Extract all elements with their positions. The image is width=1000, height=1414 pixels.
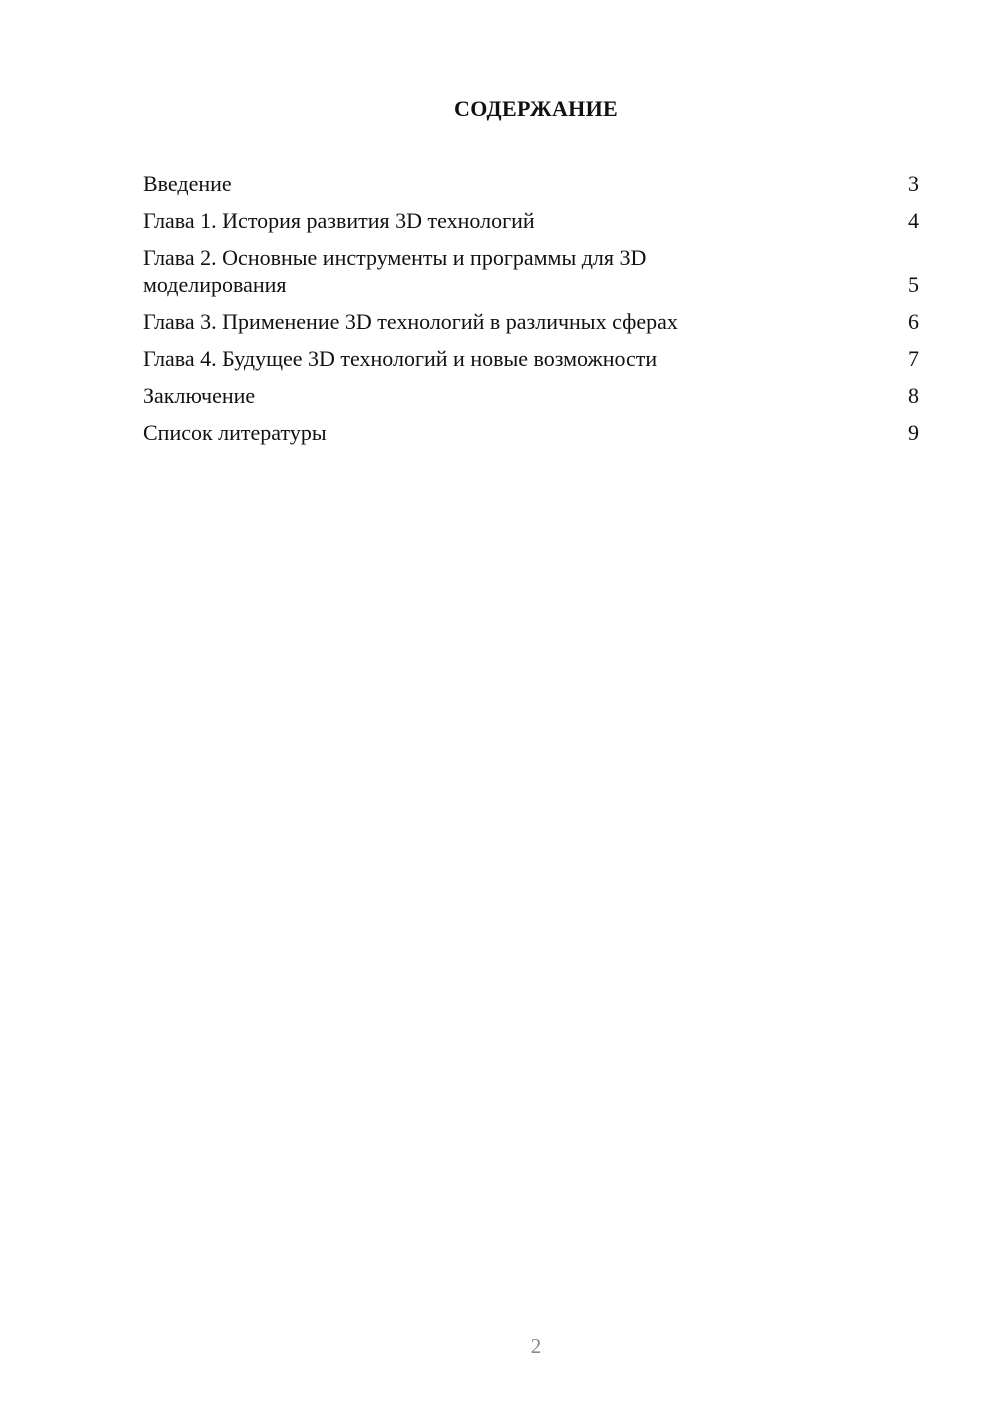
toc-entry-chapter-1	[143, 207, 919, 234]
toc-entry-title: Глава 3. Применение 3D технологий в различных сферах	[143, 309, 678, 334]
toc-entry-conclusion	[143, 382, 919, 409]
toc-entry-page: 5	[908, 272, 919, 297]
toc-entry-chapter-3	[143, 308, 919, 335]
toc-entry-page: 3	[908, 171, 919, 196]
toc-entry-chapter-4	[143, 345, 919, 372]
toc-entry-title: Глава 2. Основные инструменты и программы для 3D моделирования	[143, 245, 647, 297]
toc-entry-title: Список литературы	[143, 420, 327, 445]
toc-entry-page: 7	[908, 346, 919, 371]
toc-entry-title: Введение	[143, 171, 232, 196]
table-of-contents	[143, 170, 919, 456]
page-title: СОДЕРЖАНИЕ	[454, 96, 618, 121]
toc-entry-chapter-2	[143, 244, 919, 298]
toc-entry-page: 4	[908, 208, 919, 233]
toc-entry-references	[143, 419, 919, 446]
toc-entry-page: 9	[908, 420, 919, 445]
toc-entry-title: Глава 4. Будущее 3D технологий и новые возможности	[143, 346, 658, 371]
toc-entry-page: 8	[908, 383, 919, 408]
toc-entry-introduction	[143, 170, 919, 197]
toc-entry-page: 6	[908, 309, 919, 334]
toc-entry-title: Заключение	[143, 383, 256, 408]
page-number: 2	[530, 1334, 542, 1358]
toc-entry-title: Глава 1. История развития 3D технологий	[143, 208, 535, 233]
